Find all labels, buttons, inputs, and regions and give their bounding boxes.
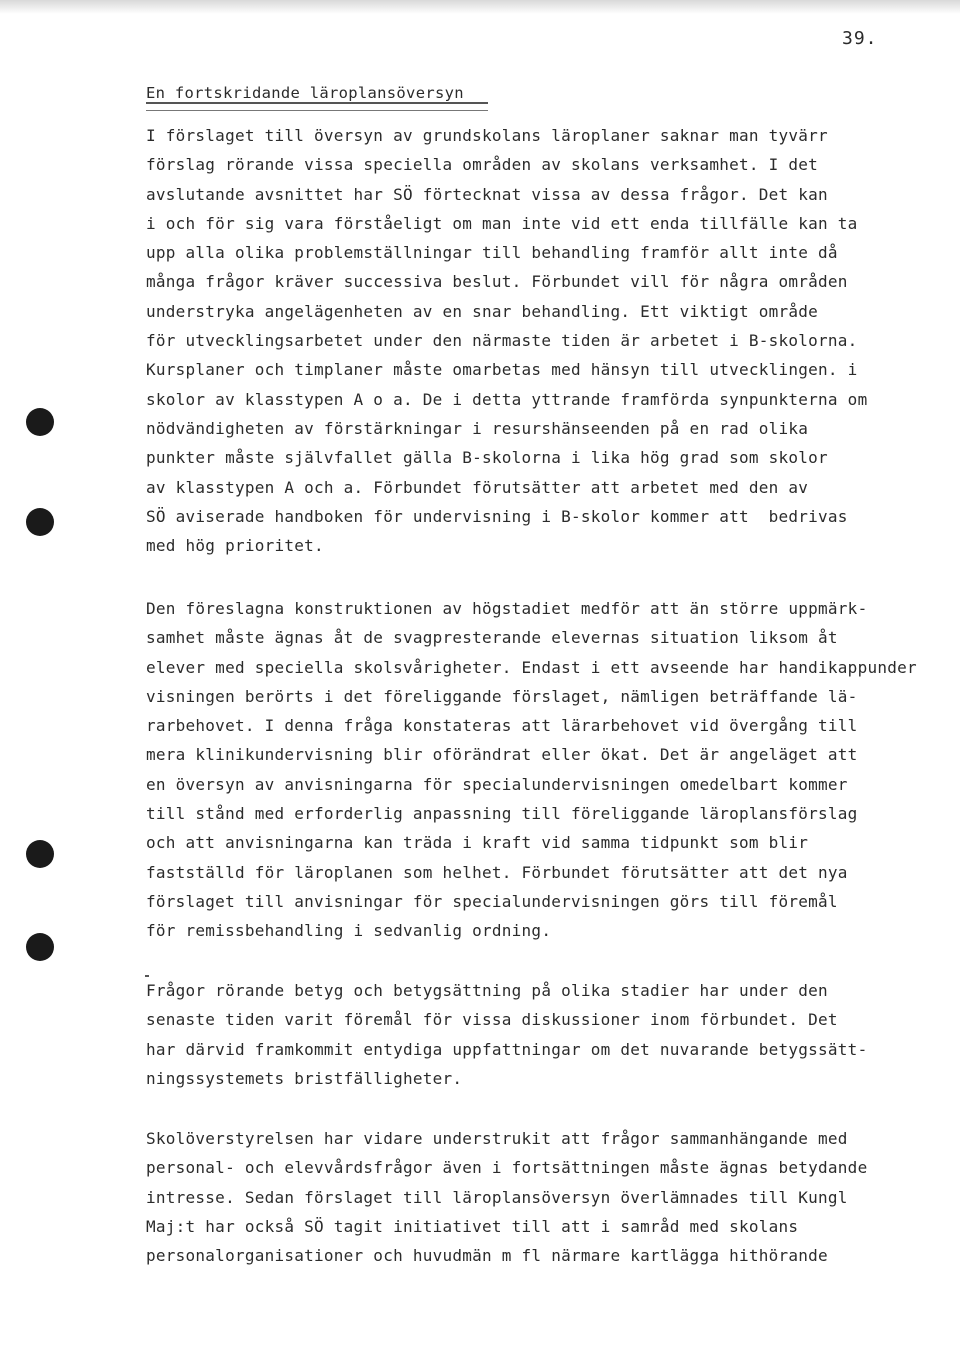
punch-hole xyxy=(26,508,54,536)
paragraph-curriculum-review xyxy=(146,121,906,560)
text-line: i och för sig vara förståeligt om man inte vid ett enda tillfälle kan ta xyxy=(146,213,858,233)
text-line: Kursplaner och timplaner måste omarbetas med hänsyn till utvecklingen. i xyxy=(146,360,858,380)
text-line: och att anvisningarna kan träda i kraft vid samma tidpunkt som blir xyxy=(146,833,809,853)
text-line: skolor av klasstypen A o a. De i detta yttrande framförda synpunkterna om xyxy=(146,389,868,409)
page-number: 39. xyxy=(842,28,878,49)
text-line: med hög prioritet. xyxy=(146,536,324,556)
text-line: Maj:t har också SÖ tagit initiativet till att i samråd med skolans xyxy=(146,1216,799,1236)
text-line: Skolöverstyrelsen har vidare understrukit att frågor sammanhängande med xyxy=(146,1129,848,1148)
section-heading: En fortskridande läroplansöversyn xyxy=(146,84,464,102)
punch-hole xyxy=(26,933,54,961)
text-line: elever med speciella skolsvårigheter. Endast i ett avseende har handikappunder xyxy=(146,657,917,677)
text-line: punkter måste självfallet gälla B-skolorna i lika hög grad som skolor xyxy=(146,448,828,468)
text-line: fastställd för läroplanen som helhet. Förbundet förutsätter att det nya xyxy=(146,862,848,882)
text-line: intresse. Sedan förslaget till läroplansöversyn överlämnades till Kungl xyxy=(146,1187,848,1207)
text-line: en översyn av anvisningarna för specialundervisningen omedelbart kommer xyxy=(146,774,848,794)
text-line: har därvid framkommit entydiga uppfattningar om det nuvarande betygssätt- xyxy=(146,1039,868,1059)
text-line: samhet måste ägnas åt de svagpresterande elevernas situation liksom åt xyxy=(146,628,838,648)
text-line: förslaget till anvisningar för specialundervisningen görs till föremål xyxy=(146,891,838,911)
paragraph-grading xyxy=(146,976,906,1093)
text-line: för utvecklingsarbetet under den närmaste tiden är arbetet i B-skolorna. xyxy=(146,331,858,351)
ink-mark xyxy=(145,975,149,977)
text-line: understryka angelägenheten av en snar behandling. Ett viktigt område xyxy=(146,301,819,321)
text-line: personalorganisationer och huvudmän m fl närmare kartlägga hithörande xyxy=(146,1246,828,1266)
text-line: SÖ aviserade handboken för undervisning i B-skolor kommer att bedrivas xyxy=(146,506,848,526)
text-line: många frågor kräver successiva beslut. Förbundet vill för några områden xyxy=(146,272,848,292)
text-line: I förslaget till översyn av grundskolans läroplaner saknar man tyvärr xyxy=(146,126,828,145)
text-line: rarbehovet. I denna fråga konstateras att lärarbehovet vid övergång till xyxy=(146,716,858,736)
text-line: personal- och elevvårdsfrågor även i fortsättningen måste ägnas betydande xyxy=(146,1158,868,1178)
text-line: visningen berörts i det föreliggande förslaget, nämligen beträffande lä- xyxy=(146,686,858,706)
punch-hole xyxy=(26,408,54,436)
page-top-edge xyxy=(0,0,960,14)
text-line: av klasstypen A och a. Förbundet förutsätter att arbetet med den av xyxy=(146,477,809,497)
text-line: till stånd med erforderlig anpassning till föreliggande läroplansförslag xyxy=(146,804,858,824)
text-line: för remissbehandling i sedvanlig ordning. xyxy=(146,921,552,941)
text-line: förslag rörande vissa speciella områden av skolans verksamhet. I det xyxy=(146,155,819,175)
text-line: mera klinikundervisning blir oförändrat eller ökat. Det är angeläget att xyxy=(146,745,858,765)
paragraph-special-education xyxy=(146,594,917,946)
punch-hole xyxy=(26,840,54,868)
text-line: Den föreslagna konstruktionen av högstadiet medför att än större uppmärk- xyxy=(146,599,868,618)
text-line: avslutande avsnittet har SÖ förtecknat vissa av dessa frågor. Det kan xyxy=(146,184,828,204)
text-line: senaste tiden varit föremål för vissa diskussioner inom förbundet. Det xyxy=(146,1010,838,1030)
text-line: upp alla olika problemställningar till behandling framför allt inte då xyxy=(146,243,838,263)
paragraph-student-welfare xyxy=(146,1124,906,1270)
text-line: ningssystemets bristfälligheter. xyxy=(146,1068,463,1088)
text-line: Frågor rörande betyg och betygsättning på olika stadier har under den xyxy=(146,981,828,1000)
text-line: nödvändigheten av förstärkningar i resurshänseenden på en rad olika xyxy=(146,418,809,438)
heading-underline xyxy=(146,102,488,111)
